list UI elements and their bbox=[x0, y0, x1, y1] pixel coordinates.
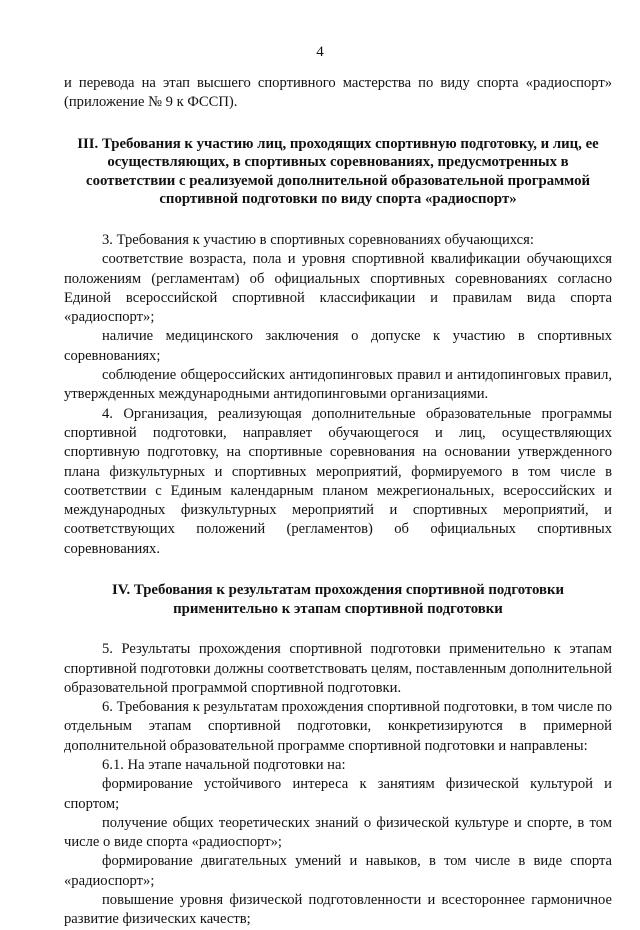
paragraph: 5. Результаты прохождения спортивной подготовки применительно к этапам спортивной подготовки должны соответствовать целям, поставленным дополнительной образовательной программой спортивной подготовки. bbox=[64, 641, 612, 696]
paragraph: повышение уровня физической подготовленности и всестороннее гармоничное развитие физических качеств; bbox=[64, 892, 612, 928]
paragraph: формирование двигательных умений и навыков, в том числе в виде спорта «радиоспорт»; bbox=[64, 853, 612, 889]
spacer bbox=[64, 559, 612, 581]
page-number: 4 bbox=[316, 44, 324, 60]
paragraph: соответствие возраста, пола и уровня спортивной квалификации обучающихся положениям (регламентам) об официальных спортивных соревнованиях согласно Единой всероссийской спортивной классификации и правилам вида спорта «радиоспорт»; bbox=[64, 251, 612, 326]
intro-paragraph: и перевода на этап высшего спортивного мастерства по виду спорта «радиоспорт» (приложение № 9 к ФССП). bbox=[64, 75, 612, 111]
spacer bbox=[64, 113, 612, 135]
paragraph: соблюдение общероссийских антидопинговых правил и антидопинговых правил, утвержденных международными антидопинговыми организациями. bbox=[64, 367, 612, 403]
spacer bbox=[64, 618, 612, 640]
section-3-heading: III. Требования к участию лиц, проходящих спортивную подготовку, и лиц, ее осуществляющих, в спортивных соревнованиях, предусмотренных в соответствии с реализуемой дополнительной образовательной программой спортивной подготовки по виду спорта «радиоспорт» bbox=[77, 135, 599, 208]
paragraph: 3. Требования к участию в спортивных соревнованиях обучающихся: bbox=[102, 231, 534, 248]
paragraph: 4. Организация, реализующая дополнительные образовательные программы спортивной подготовки, направляет обучающегося и лиц, осуществляющих спортивную подготовку, на спортивные соревнования на основании утвержденного плана физкультурных и спортивных мероприятий, формируемого в том числе в соответствии с Единым календарным планом межрегиональных, всероссийских и международных физкультурных мероприятий и спортивных мероприятий, и соответствующих положений (регламентов) об официальных спортивных соревнованиях. bbox=[64, 405, 612, 557]
paragraph: наличие медицинского заключения о допуске к участию в спортивных соревнованиях; bbox=[64, 328, 612, 364]
paragraph: формирование устойчивого интереса к занятиям физической культурой и спортом; bbox=[64, 776, 612, 812]
section-4-heading: IV. Требования к результатам прохождения спортивной подготовки применительно к этапам спортивной подготовки bbox=[111, 582, 565, 617]
paragraph: 6. Требования к результатам прохождения спортивной подготовки, в том числе по отдельным этапам спортивной подготовки, конкретизируются в примерной дополнительной образовательной программе спортивной подготовки и направлены: bbox=[64, 699, 612, 754]
spacer bbox=[64, 209, 612, 231]
paragraph: получение общих теоретических знаний о физической культуре и спорте, в том числе о виде спорта «радиоспорт»; bbox=[64, 814, 612, 851]
paragraph: 6.1. На этапе начальной подготовки на: bbox=[102, 756, 346, 773]
document-body bbox=[64, 74, 612, 930]
